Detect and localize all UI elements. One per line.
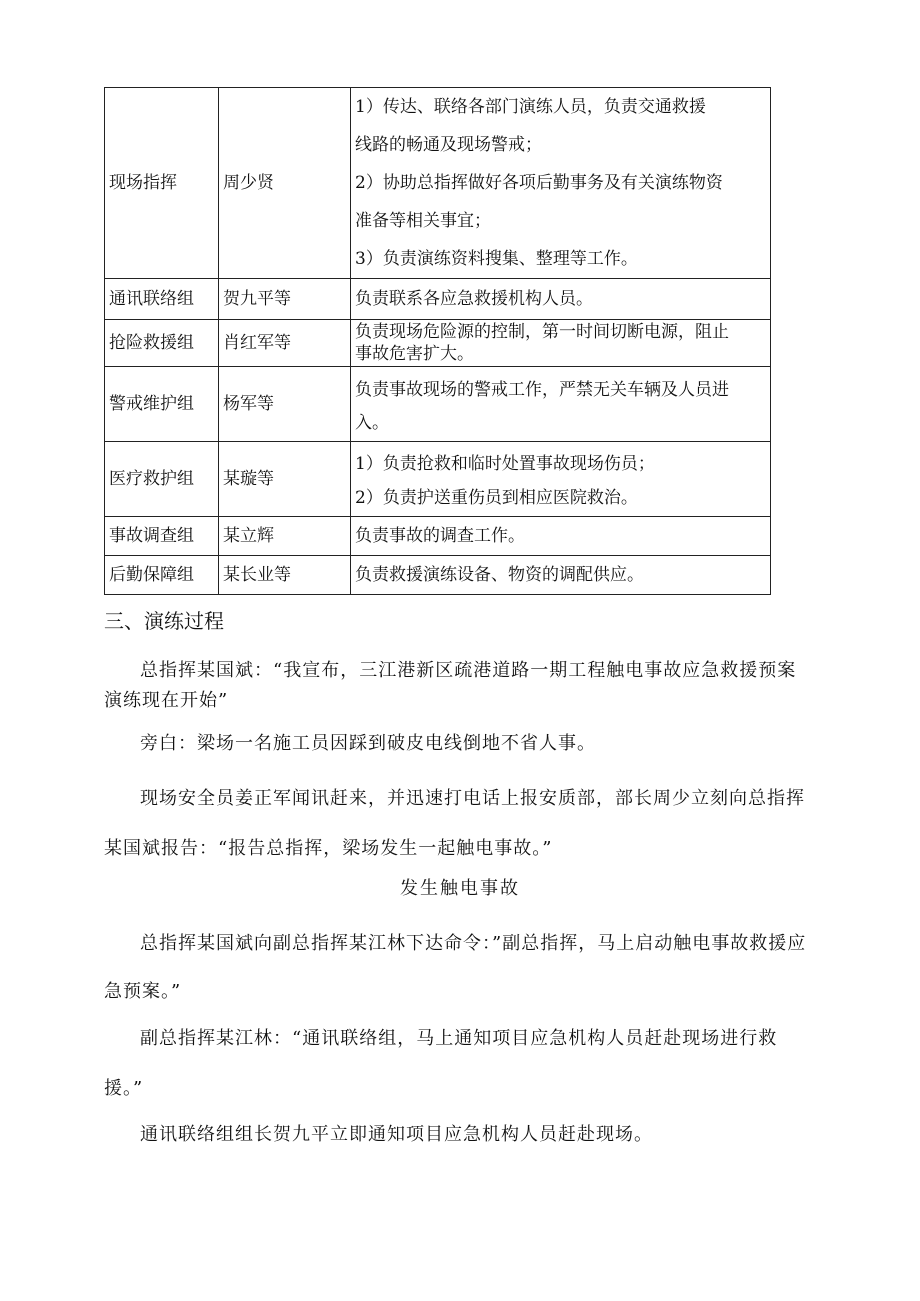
person-cell: 周少贤 [219, 88, 351, 279]
person-cell: 某长业等 [219, 556, 351, 595]
group-cell: 后勤保障组 [105, 556, 219, 595]
duty-cell [351, 279, 771, 320]
duty-line: 2）协助总指挥做好各项后勤事务及有关演练物资 [355, 173, 723, 193]
paragraph-deputy: 副总指挥某江林：“通讯联络组，马上通知项目应急机构人员赶赴现场进行救援。” [104, 1028, 778, 1099]
duty-line: 1）传达、联络各部门演练人员，负责交通救援 [355, 97, 706, 117]
duty-line: 负责事故的调查工作。 [355, 526, 525, 546]
paragraph-notify: 通讯联络组组长贺九平立即通知项目应急机构人员赶赴现场。 [140, 1124, 653, 1145]
group-cell: 抢险救援组 [105, 320, 219, 367]
responsibility-table [104, 87, 771, 595]
group-cell: 现场指挥 [105, 88, 219, 279]
table-row [105, 556, 771, 595]
person-cell: 杨军等 [219, 367, 351, 442]
person-cell: 肖红军等 [219, 320, 351, 367]
group-cell: 医疗救护组 [105, 442, 219, 517]
duty-line: 负责救援演练设备、物资的调配供应。 [355, 565, 644, 585]
person-cell: 某立辉 [219, 517, 351, 556]
paragraph-announcement: 总指挥某国斌：“我宣布，三江港新区疏港道路一期工程触电事故应急救援预案演练现在开始” [104, 660, 797, 711]
person-cell: 贺九平等 [219, 279, 351, 320]
table-row [105, 88, 771, 279]
duty-line: 事故危害扩大。 [355, 344, 474, 364]
paragraph-command: 总指挥某国斌向副总指挥某江林下达命令：”副总指挥，马上启动触电事故救援应急预案。” [104, 933, 807, 1002]
table-row [105, 320, 771, 367]
duty-line: 负责事故现场的警戒工作，严禁无关车辆及人员进 [355, 380, 729, 400]
table-row [105, 517, 771, 556]
duty-cell [351, 442, 771, 517]
duty-line: 1）负责抢救和临时处置事故现场伤员； [355, 454, 655, 474]
duty-cell [351, 517, 771, 556]
duty-line: 3）负责演练资料搜集、整理等工作。 [355, 249, 638, 269]
duty-line: 线路的畅通及现场警戒； [355, 135, 542, 155]
duty-cell [351, 556, 771, 595]
duty-cell [351, 367, 771, 442]
duty-line: 准备等相关事宜； [355, 211, 491, 231]
section-title: 三、演练过程 [104, 609, 224, 633]
group-cell: 警戒维护组 [105, 367, 219, 442]
duty-cell [351, 320, 771, 367]
paragraph-narration: 旁白：梁场一名施工员因踩到破皮电线倒地不省人事。 [140, 733, 596, 754]
group-cell: 事故调查组 [105, 517, 219, 556]
table-row [105, 279, 771, 320]
duty-line: 负责联系各应急救援机构人员。 [355, 289, 593, 309]
duty-line: 负责现场危险源的控制，第一时间切断电源，阻止 [355, 322, 729, 342]
table-row [105, 442, 771, 517]
centered-subheading: 发生触电事故 [400, 878, 520, 899]
duty-line: 2）负责护送重伤员到相应医院救治。 [355, 488, 638, 508]
table-row [105, 367, 771, 442]
duty-cell [351, 88, 771, 279]
paragraph-report: 现场安全员姜正军闻讯赶来，并迅速打电话上报安质部，部长周少立刻向总指挥某国斌报告：“报告总指挥，梁场发生一起触电事故。” [104, 788, 805, 859]
group-cell: 通讯联络组 [105, 279, 219, 320]
person-cell: 某璇等 [219, 442, 351, 517]
duty-line: 入。 [355, 413, 389, 433]
